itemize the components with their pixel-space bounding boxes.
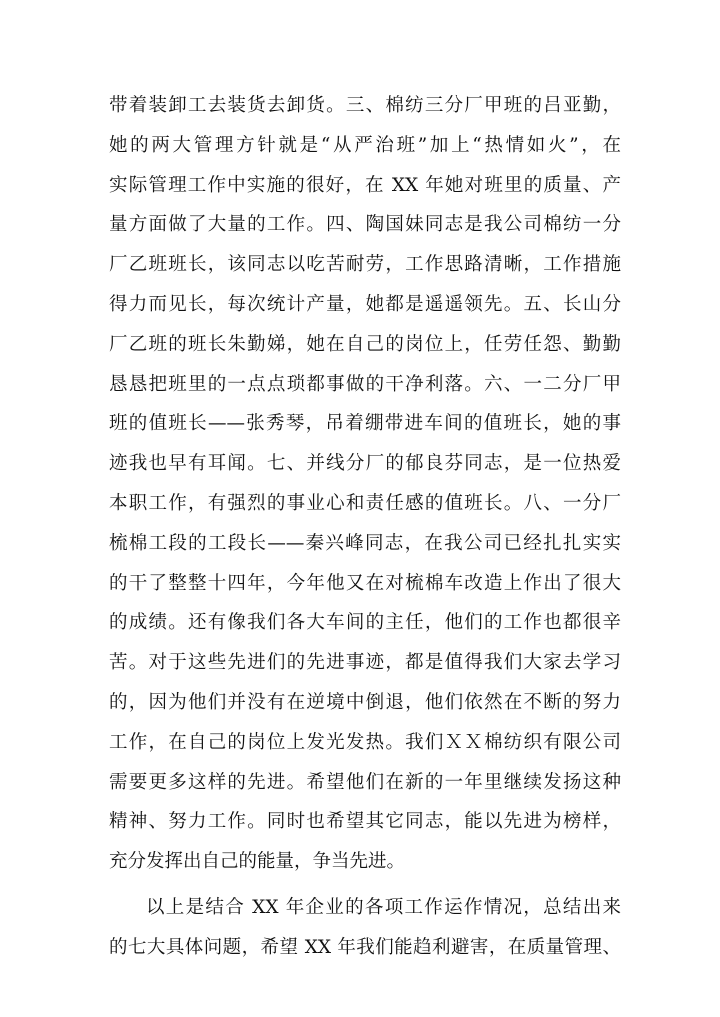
text-line: 恳恳把班里的一点点琐都事做的干净利落。六、一二分厂甲: [109, 373, 621, 395]
text-line: 得力而见长，每次统计产量，她都是遥遥领先。五、长山分: [109, 293, 621, 315]
text-line: 的成绩。还有像我们各大车间的主任，他们的工作也都很辛: [109, 612, 621, 634]
text-line: 的七大具体问题，希望 XX 年我们能趋利避害，在质量管理、: [109, 936, 621, 958]
text-line: 需要更多这样的先进。希望他们在新的一年里继续发扬这种: [109, 771, 621, 793]
text-line: 的干了整整十四年，今年他又在对梳棉车改造上作出了很大: [109, 572, 621, 594]
text-line: 厂乙班的班长朱勤娣，她在自己的岗位上，任劳任怨、勤勤: [109, 333, 621, 355]
text-line: 班的值班长——张秀琴，吊着绷带进车间的值班长，她的事: [109, 413, 621, 435]
paragraph-1: [109, 86, 621, 882]
text-line: 梳棉工段的工段长——秦兴峰同志，在我公司已经扎扎实实: [109, 532, 621, 554]
text-line: 迹我也早有耳闻。七、并线分厂的郁良芬同志，是一位热爱: [109, 453, 621, 475]
text-line: 厂乙班班长，该同志以吃苦耐劳，工作思路清晰，工作措施: [109, 254, 621, 276]
document-body: [109, 86, 621, 968]
text-line: 以上是结合 XX 年企业的各项工作运作情况，总结出来: [146, 896, 621, 918]
text-line: 工作，在自己的岗位上发光发热。我们ＸＸ棉纺织有限公司: [109, 731, 621, 753]
text-line: 量方面做了大量的工作。四、陶国妹同志是我公司棉纺一分: [109, 214, 621, 236]
text-line: 充分发挥出自己的能量，争当先进。: [109, 851, 406, 873]
text-line: 精神、努力工作。同时也希望其它同志，能以先进为榜样，: [109, 811, 621, 833]
text-line: 她的两大管理方针就是“从严治班”加上“热情如火”，在: [109, 134, 621, 156]
paragraph-2: [109, 888, 621, 968]
text-line: 带着装卸工去装货去卸货。三、棉纺三分厂甲班的吕亚勤，: [109, 95, 621, 116]
text-line: 本职工作，有强烈的事业心和责任感的值班长。八、一分厂: [109, 492, 621, 514]
text-line: 苦。对于这些先进们的先进事迹，都是值得我们大家去学习: [109, 652, 621, 674]
text-line: 的，因为他们并没有在逆境中倒退，他们依然在不断的努力: [109, 691, 621, 713]
text-line: 实际管理工作中实施的很好，在 XX 年她对班里的质量、产: [109, 174, 621, 196]
